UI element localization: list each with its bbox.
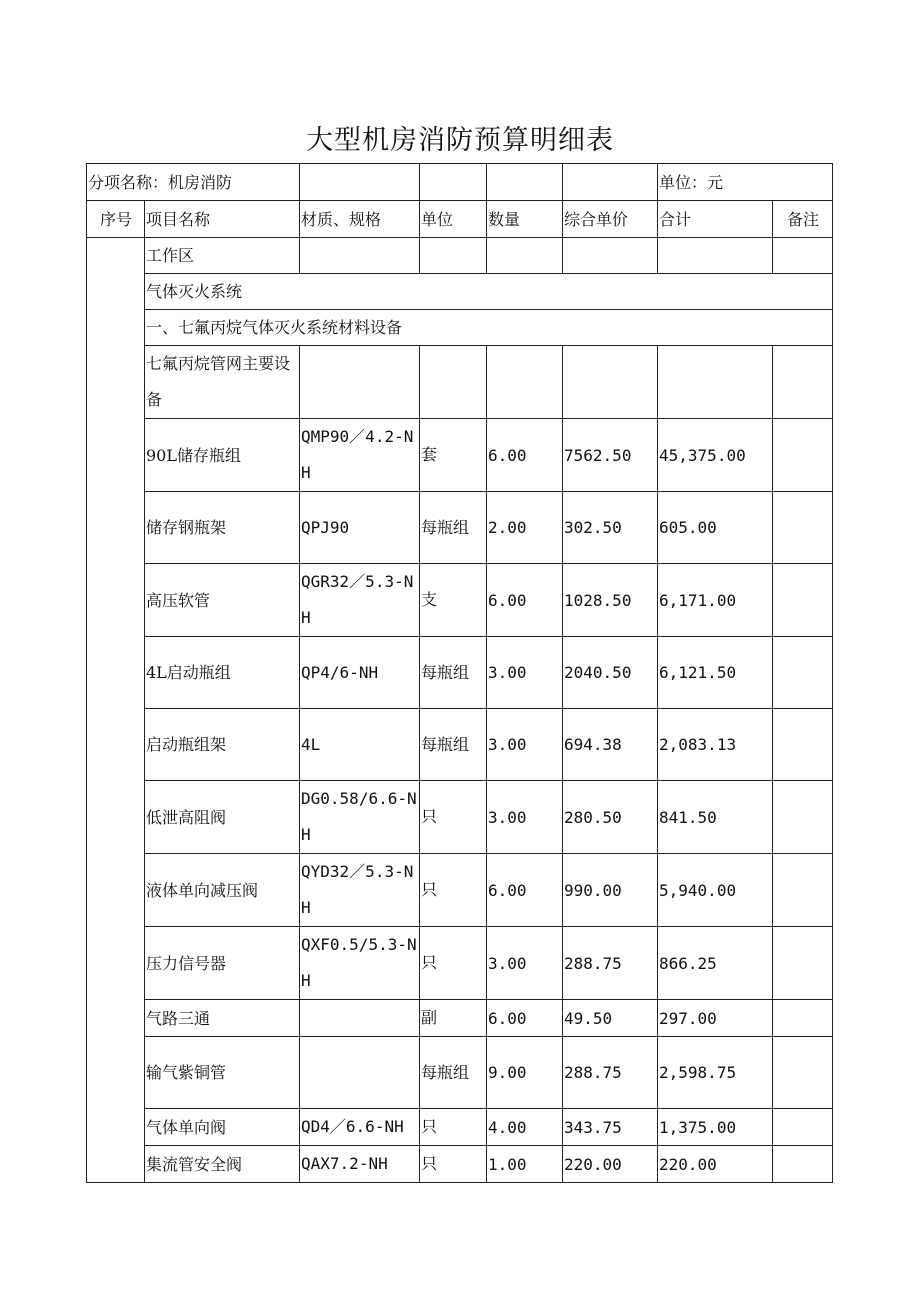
item-spec: QGR32／5.3-NH bbox=[300, 564, 420, 637]
header-total: 合计 bbox=[658, 201, 773, 238]
item-unit: 副 bbox=[420, 1000, 487, 1037]
item-name: 液体单向减压阀 bbox=[145, 854, 300, 927]
item-unit: 套 bbox=[420, 419, 487, 492]
item-total: 297.00 bbox=[658, 1000, 773, 1037]
item-name: 气路三通 bbox=[145, 1000, 300, 1037]
header-seq: 序号 bbox=[87, 201, 145, 238]
item-spec: QPJ90 bbox=[300, 492, 420, 564]
item-price: 288.75 bbox=[563, 1037, 658, 1109]
item-remark bbox=[773, 419, 833, 492]
unit-label: 单位：元 bbox=[658, 164, 833, 201]
item-spec bbox=[300, 1037, 420, 1109]
item-remark bbox=[773, 564, 833, 637]
item-price: 288.75 bbox=[563, 927, 658, 1000]
item-total: 605.00 bbox=[658, 492, 773, 564]
item-price: 343.75 bbox=[563, 1109, 658, 1146]
item-price: 990.00 bbox=[563, 854, 658, 927]
subsection-label: 一、七氟丙烷气体灭火系统材料设备 bbox=[145, 310, 833, 346]
item-price: 220.00 bbox=[563, 1146, 658, 1183]
item-remark bbox=[773, 709, 833, 781]
work-area-label: 工作区 bbox=[145, 238, 300, 274]
meta-row bbox=[87, 164, 833, 201]
item-price: 7562.50 bbox=[563, 419, 658, 492]
item-remark bbox=[773, 1037, 833, 1109]
header-row bbox=[87, 201, 833, 238]
item-remark bbox=[773, 854, 833, 927]
item-qty: 3.00 bbox=[487, 709, 563, 781]
table-row bbox=[87, 637, 833, 709]
item-total: 6,121.50 bbox=[658, 637, 773, 709]
item-unit: 只 bbox=[420, 1109, 487, 1146]
item-spec: QMP90／4.2-NH bbox=[300, 419, 420, 492]
header-price: 综合单价 bbox=[563, 201, 658, 238]
table-row bbox=[87, 709, 833, 781]
item-spec: QP4/6-NH bbox=[300, 637, 420, 709]
header-spec: 材质、规格 bbox=[300, 201, 420, 238]
item-qty: 6.00 bbox=[487, 419, 563, 492]
item-qty: 6.00 bbox=[487, 564, 563, 637]
item-total: 220.00 bbox=[658, 1146, 773, 1183]
table-row bbox=[87, 419, 833, 492]
item-remark bbox=[773, 492, 833, 564]
item-unit: 每瓶组 bbox=[420, 637, 487, 709]
item-price: 302.50 bbox=[563, 492, 658, 564]
item-name: 集流管安全阀 bbox=[145, 1146, 300, 1183]
item-spec: QYD32／5.3-NH bbox=[300, 854, 420, 927]
item-spec: 4L bbox=[300, 709, 420, 781]
item-name: 压力信号器 bbox=[145, 927, 300, 1000]
item-qty: 2.00 bbox=[487, 492, 563, 564]
item-qty: 6.00 bbox=[487, 854, 563, 927]
item-spec: QD4／6.6-NH bbox=[300, 1109, 420, 1146]
system-row bbox=[87, 274, 833, 310]
item-remark bbox=[773, 1000, 833, 1037]
item-name: 储存钢瓶架 bbox=[145, 492, 300, 564]
item-name: 气体单向阀 bbox=[145, 1109, 300, 1146]
work-area-row bbox=[87, 238, 833, 274]
budget-table bbox=[86, 163, 833, 1183]
header-unit: 单位 bbox=[420, 201, 487, 238]
table-row bbox=[87, 1109, 833, 1146]
item-remark bbox=[773, 1109, 833, 1146]
item-name: 90L储存瓶组 bbox=[145, 419, 300, 492]
item-remark bbox=[773, 781, 833, 854]
item-unit: 支 bbox=[420, 564, 487, 637]
item-name: 低泄高阻阀 bbox=[145, 781, 300, 854]
item-name: 启动瓶组架 bbox=[145, 709, 300, 781]
group-label: 七氟丙烷管网主要设备 bbox=[145, 346, 300, 419]
item-remark bbox=[773, 927, 833, 1000]
item-remark bbox=[773, 1146, 833, 1183]
item-price: 2040.50 bbox=[563, 637, 658, 709]
item-spec: QXF0.5/5.3-NH bbox=[300, 927, 420, 1000]
item-qty: 9.00 bbox=[487, 1037, 563, 1109]
item-price: 280.50 bbox=[563, 781, 658, 854]
item-price: 49.50 bbox=[563, 1000, 658, 1037]
table-row bbox=[87, 1000, 833, 1037]
group-row bbox=[87, 346, 833, 419]
item-spec: DG0.58/6.6-NH bbox=[300, 781, 420, 854]
item-spec: QAX7.2-NH bbox=[300, 1146, 420, 1183]
table-row bbox=[87, 492, 833, 564]
table-row bbox=[87, 927, 833, 1000]
item-unit: 只 bbox=[420, 927, 487, 1000]
item-qty: 6.00 bbox=[487, 1000, 563, 1037]
item-total: 45,375.00 bbox=[658, 419, 773, 492]
header-remark: 备注 bbox=[773, 201, 833, 238]
item-total: 866.25 bbox=[658, 927, 773, 1000]
item-unit: 只 bbox=[420, 854, 487, 927]
item-name: 高压软管 bbox=[145, 564, 300, 637]
header-name: 项目名称 bbox=[145, 201, 300, 238]
item-price: 1028.50 bbox=[563, 564, 658, 637]
header-qty: 数量 bbox=[487, 201, 563, 238]
item-qty: 3.00 bbox=[487, 927, 563, 1000]
item-qty: 1.00 bbox=[487, 1146, 563, 1183]
item-unit: 每瓶组 bbox=[420, 1037, 487, 1109]
table-row bbox=[87, 854, 833, 927]
item-total: 6,171.00 bbox=[658, 564, 773, 637]
item-unit: 只 bbox=[420, 781, 487, 854]
item-remark bbox=[773, 637, 833, 709]
page-title: 大型机房消防预算明细表 bbox=[306, 125, 614, 156]
subsection-row bbox=[87, 310, 833, 346]
item-unit: 每瓶组 bbox=[420, 492, 487, 564]
table-row bbox=[87, 1146, 833, 1183]
table-row bbox=[87, 564, 833, 637]
item-name: 输气紫铜管 bbox=[145, 1037, 300, 1109]
item-total: 2,598.75 bbox=[658, 1037, 773, 1109]
table-row bbox=[87, 781, 833, 854]
item-spec bbox=[300, 1000, 420, 1037]
item-qty: 4.00 bbox=[487, 1109, 563, 1146]
item-price: 694.38 bbox=[563, 709, 658, 781]
item-qty: 3.00 bbox=[487, 637, 563, 709]
seq-column bbox=[87, 238, 145, 1183]
item-qty: 3.00 bbox=[487, 781, 563, 854]
item-name: 4L启动瓶组 bbox=[145, 637, 300, 709]
table-row bbox=[87, 1037, 833, 1109]
item-total: 841.50 bbox=[658, 781, 773, 854]
item-total: 2,083.13 bbox=[658, 709, 773, 781]
item-unit: 每瓶组 bbox=[420, 709, 487, 781]
item-unit: 只 bbox=[420, 1146, 487, 1183]
item-total: 1,375.00 bbox=[658, 1109, 773, 1146]
item-name-label: 分项名称：机房消防 bbox=[87, 164, 300, 201]
system-label: 气体灭火系统 bbox=[145, 274, 833, 310]
item-total: 5,940.00 bbox=[658, 854, 773, 927]
